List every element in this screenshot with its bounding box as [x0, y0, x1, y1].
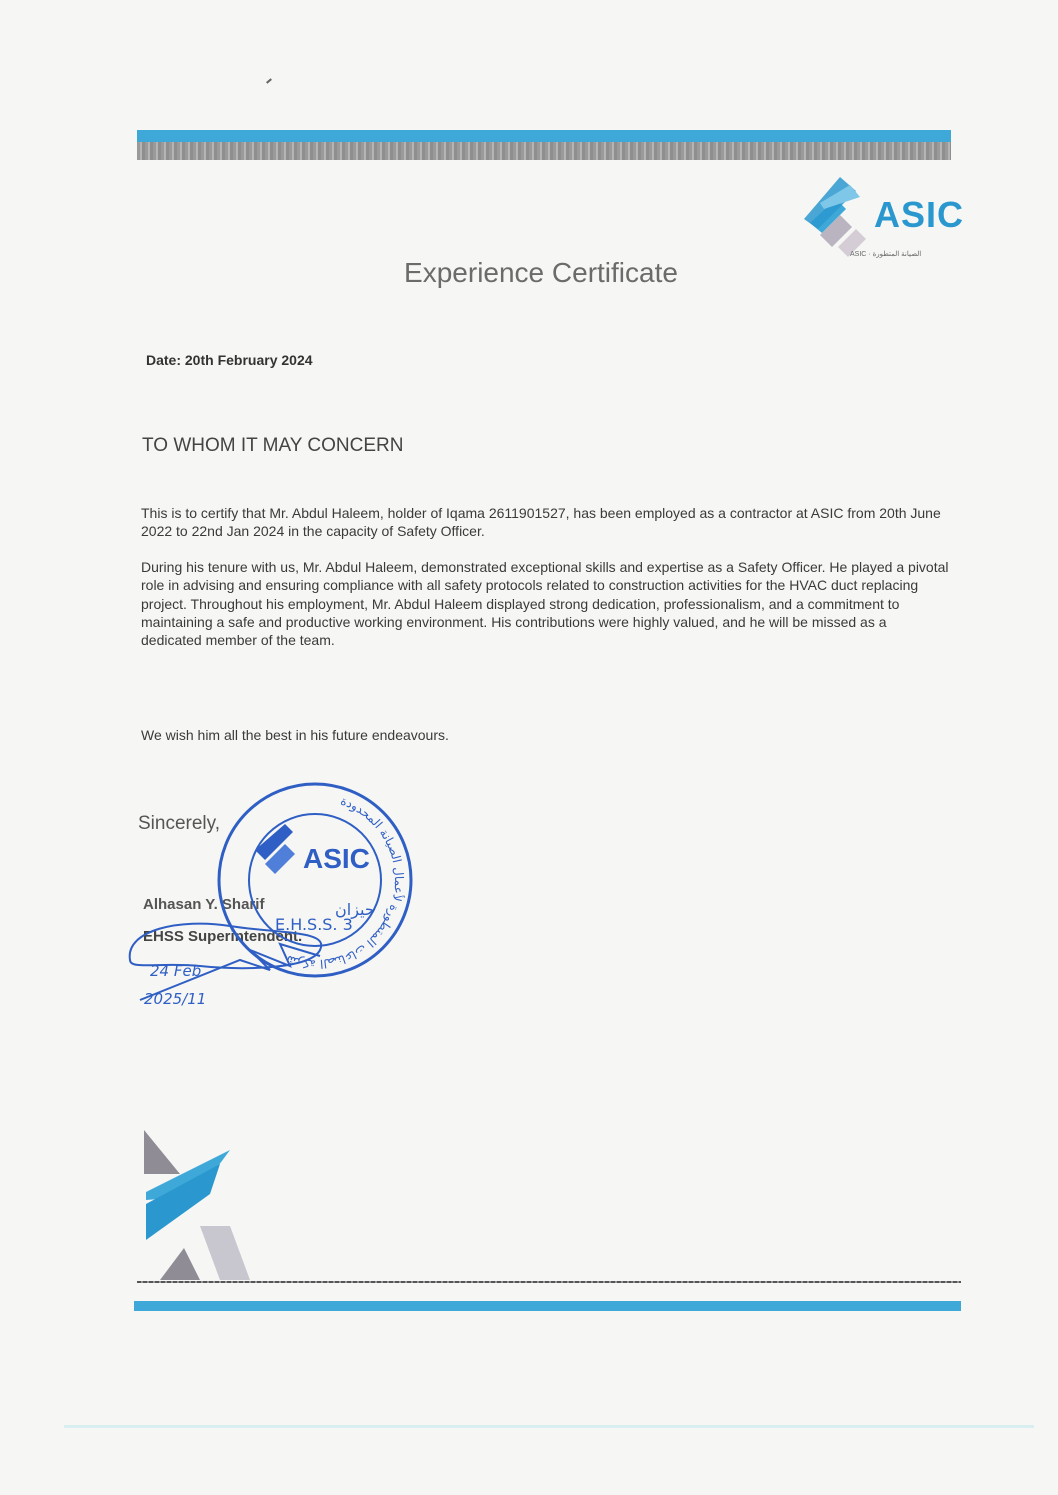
footer-divider — [137, 1281, 961, 1283]
header-bar-blue — [137, 130, 951, 142]
handwritten-date-line-1: 24 Feb — [150, 962, 202, 980]
stamp-ring-text: شركة الصناعات المتطورة لأعمال الصيانة المحدودة — [284, 793, 407, 972]
footer-bar-blue — [134, 1301, 961, 1311]
logo-wordmark: ASIC — [874, 194, 965, 235]
paragraph-wishes: We wish him all the best in his future endeavours. — [141, 727, 449, 743]
paragraph-performance: During his tenure with us, Mr. Abdul Haleem, demonstrated exceptional skills and expertise as a Safety Officer. He played a pivotal role in advising and ensuring compliance with all safety protocols related to construction activities for the HVAC duct replacing project. Throughout his employment, Mr. Abdul Haleem displayed strong dedication, professionalism, and a commitment to maintaining a safe and productive working environment. His contributions were highly valued, and he will be missed as a dedicated member of the team. — [141, 559, 949, 649]
signatory-name: Alhasan Y. Sharif — [143, 896, 265, 913]
page-title: Experience Certificate — [404, 257, 678, 288]
header-bar-gray — [137, 142, 951, 160]
closing: Sincerely, — [138, 813, 221, 834]
stamp-sub-text: جيزان — [335, 900, 375, 919]
salutation: TO WHOM IT MAY CONCERN — [142, 435, 404, 456]
logo-subtext: ASIC · الصيانة المتطورة — [850, 251, 922, 258]
signatory-title: EHSS Superintendent. — [143, 928, 303, 945]
paragraph-employment: This is to certify that Mr. Abdul Haleem, holder of Iqama 2611901527, has been employed as a contractor at ASIC from 20th June 2022 to 22nd Jan 2024 in the capacity of Safety Officer. — [141, 505, 941, 540]
handwritten-date-line-2: 2025/11 — [144, 990, 207, 1008]
stamp-center-text: ASIC — [303, 843, 370, 874]
asic-footer-mark-icon — [140, 1130, 260, 1280]
tick-mark — [266, 78, 272, 83]
page-bottom-edge — [64, 1425, 1034, 1428]
stamp-dept-text: E.H.S.S. 3 — [275, 915, 353, 934]
signature-scribble-icon — [120, 890, 340, 1020]
letter-date: Date: 20th February 2024 — [146, 352, 313, 368]
